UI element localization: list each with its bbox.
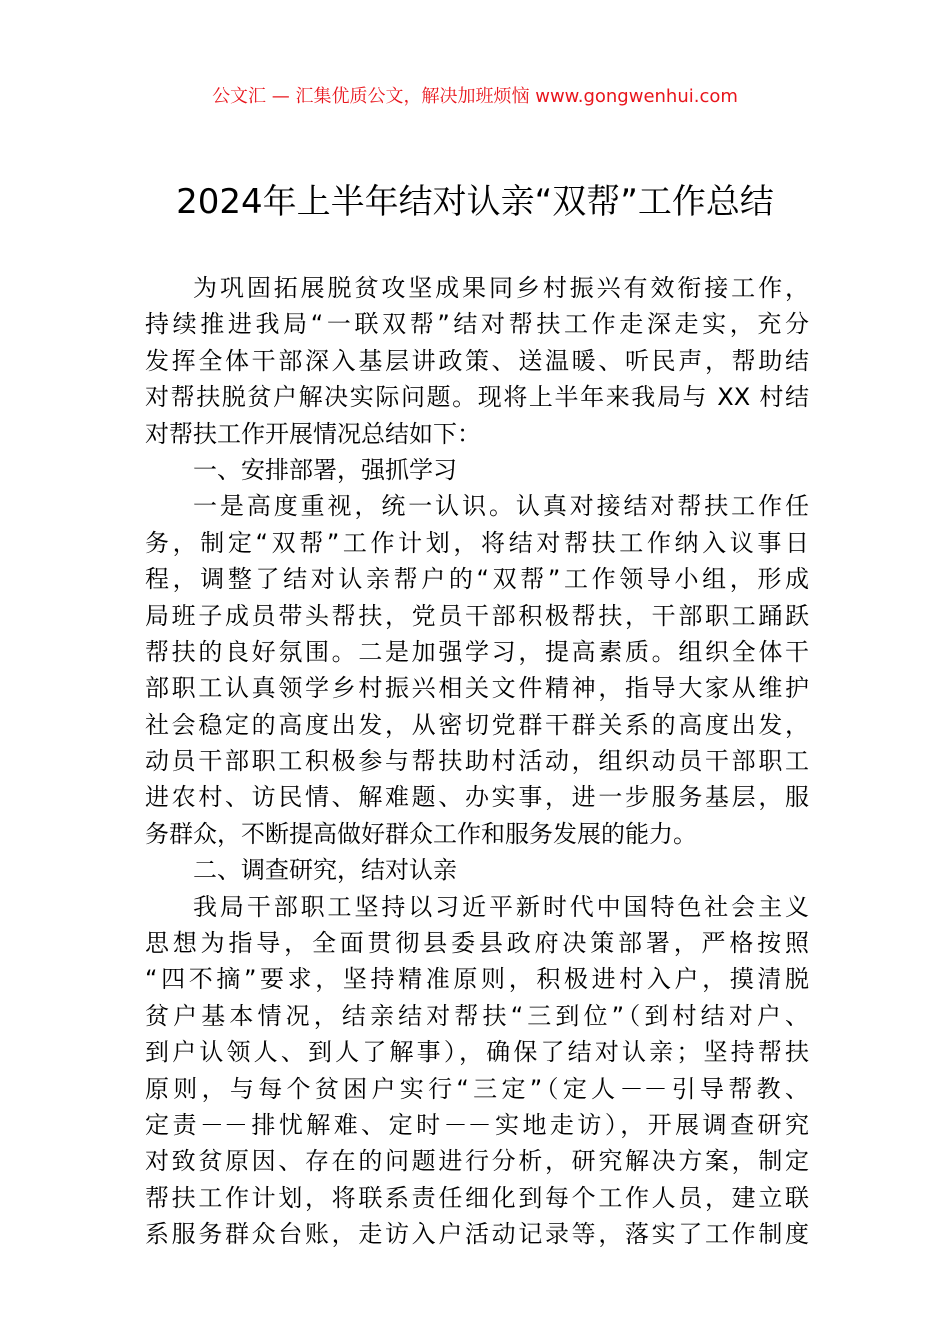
body-line: 局班子成员带头帮扶，党员干部积极帮扶，干部职工踊跃 [145,601,809,630]
body-line: 发挥全体干部深入基层讲政策、送温暖、听民声，帮助结 [145,346,809,375]
body-line: 一是高度重视，统一认识。认真对接结对帮扶工作任 [193,492,809,521]
body-line: 对致贫原因、存在的问题进行分析，研究解决方案，制定 [145,1147,809,1176]
body-line: 部职工认真领学乡村振兴相关文件精神，指导大家从维护 [145,674,809,703]
body-line: 思想为指导，全面贯彻县委县政府决策部署，严格按照 [145,929,809,958]
body-line: 持续推进我局“一联双帮”结对帮扶工作走深走实，充分 [145,310,809,339]
body-line: 务，制定“双帮”工作计划，将结对帮扶工作纳入议事日 [145,528,809,557]
page-title: 2024年上半年结对认亲“双帮”工作总结 [176,182,774,222]
body-line: 对帮扶工作开展情况总结如下： [145,419,481,448]
body-line: 进农村、访民情、解难题、办实事，进一步服务基层，服 [145,783,809,812]
body-line: 到户认领人、到人了解事），确保了结对认亲；坚持帮扶 [145,1038,809,1067]
body-line: 一、安排部署，强抓学习 [193,455,457,484]
body-line: 务群众，不断提高做好群众工作和服务发展的能力。 [145,819,697,848]
document-body [145,270,809,1253]
body-line: 系服务群众台账，走访入户活动记录等，落实了工作制度 [145,1220,809,1249]
body-line: 社会稳定的高度出发，从密切党群干群关系的高度出发， [145,710,809,739]
body-line: 定责－－排忧解难、定时－－实地走访），开展调查研究 [145,1110,809,1139]
body-line: 二、调查研究，结对认亲 [193,856,457,885]
body-line: 我局干部职工坚持以习近平新时代中国特色社会主义 [193,892,809,921]
body-line: 对帮扶脱贫户解决实际问题。现将上半年来我局与 XX 村结 [145,383,809,412]
site-banner: 公文汇 — 汇集优质公文，解决加班烦恼 www.gongwenhui.com [212,86,738,107]
body-line: 为巩固拓展脱贫攻坚成果同乡村振兴有效衔接工作， [193,274,809,302]
body-line: 帮扶工作计划，将联系责任细化到每个工作人员，建立联 [145,1183,809,1212]
body-line: 原则，与每个贫困户实行“三定”（定人－－引导帮教、 [145,1074,809,1103]
body-line: 程，调整了结对认亲帮户的“双帮”工作领导小组，形成 [145,565,809,594]
body-line: 动员干部职工积极参与帮扶助村活动，组织动员干部职工 [145,747,809,776]
body-line: 贫户基本情况，结亲结对帮扶“三到位”（到村结对户、 [145,1001,809,1030]
body-line: “四不摘”要求，坚持精准原则，积极进村入户，摸清脱 [145,965,809,994]
body-line: 帮扶的良好氛围。二是加强学习，提高素质。组织全体干 [145,637,809,666]
